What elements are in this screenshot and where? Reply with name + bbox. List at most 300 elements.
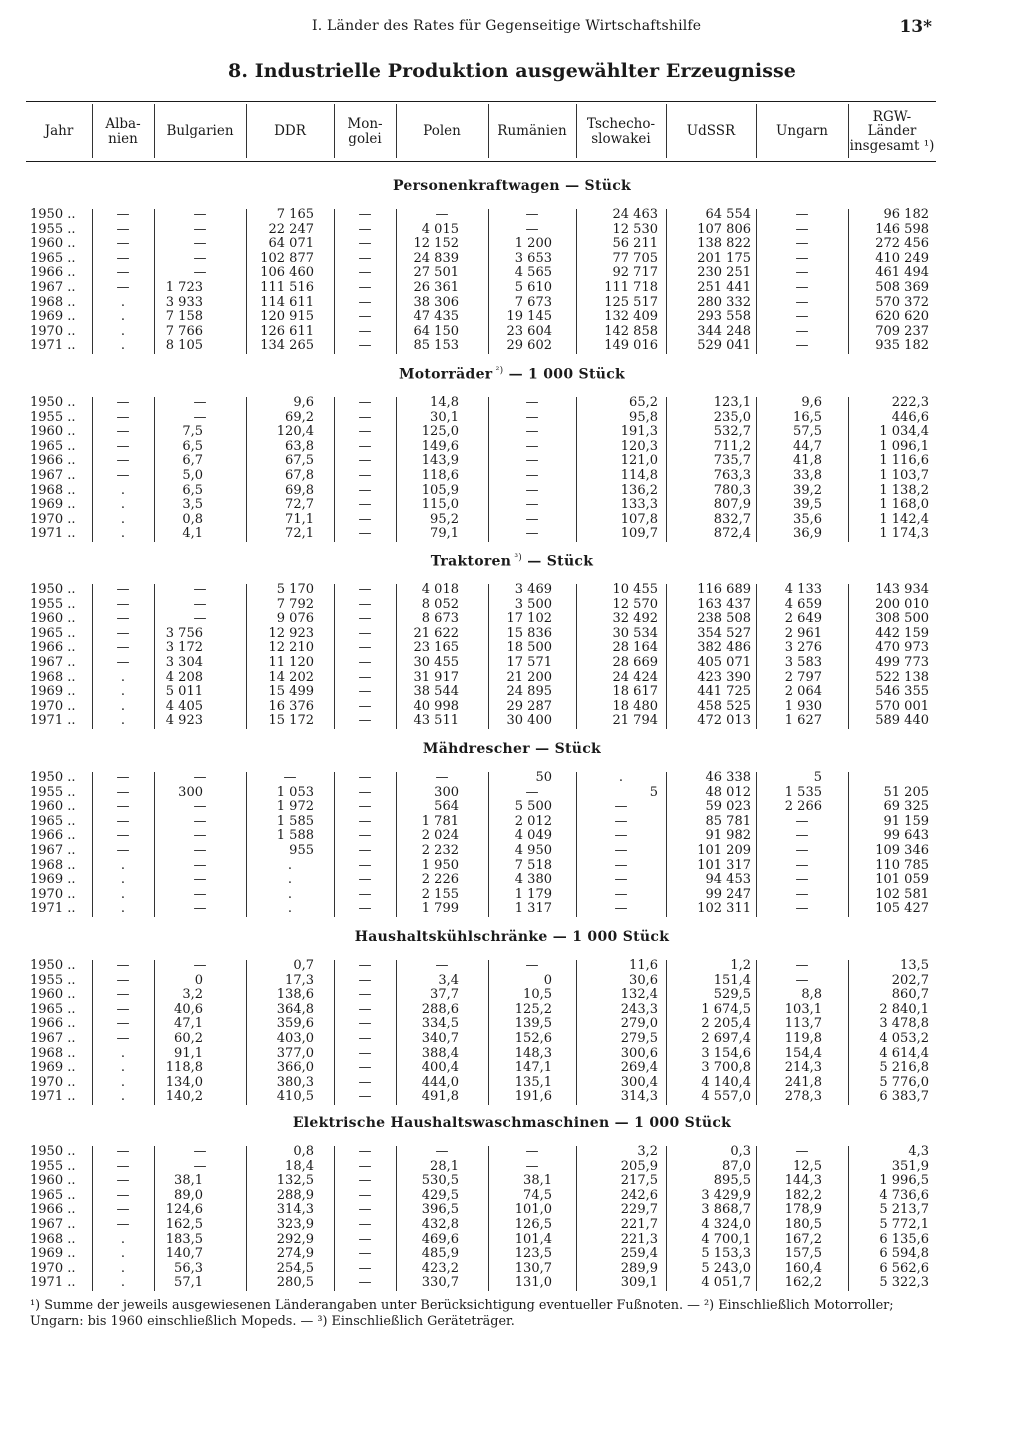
- value-cell: 152,6: [514, 1031, 552, 1046]
- value-cell: 485,9: [421, 1246, 459, 1262]
- value-cell: —: [358, 1074, 372, 1090]
- year-cell: 1955 ..: [30, 972, 76, 988]
- value-cell: —: [525, 409, 539, 425]
- value-cell: 109,7: [620, 526, 658, 542]
- value-cell: —: [358, 640, 372, 656]
- value-cell: 7 518: [514, 857, 552, 873]
- value-cell: 7,5: [182, 424, 203, 440]
- value-cell: 314,3: [276, 1202, 314, 1218]
- value-cell: 4,1: [182, 526, 203, 542]
- value-cell: —: [116, 1144, 130, 1159]
- column-header-line: Tschecho-: [586, 116, 656, 132]
- value-cell: —: [358, 857, 372, 873]
- value-cell: 589 440: [875, 713, 929, 729]
- section-title: [0, 553, 1024, 570]
- table-row: [0, 454, 1024, 468]
- value-cell: .: [120, 1275, 126, 1291]
- value-cell: —: [116, 596, 130, 612]
- value-cell: 7 792: [276, 596, 314, 612]
- value-cell: 205,9: [620, 1158, 658, 1174]
- value-cell: —: [358, 713, 372, 729]
- value-cell: —: [358, 784, 372, 800]
- value-cell: —: [795, 972, 809, 988]
- value-cell: 51 205: [883, 784, 929, 800]
- value-cell: 3,4: [438, 972, 459, 988]
- value-cell: 102 311: [697, 901, 751, 917]
- value-cell: 30,1: [430, 409, 459, 425]
- value-cell: —: [283, 770, 297, 785]
- value-cell: 3 700,8: [701, 1060, 751, 1076]
- value-cell: —: [358, 1016, 372, 1032]
- table-title: 8. Industrielle Produktion ausgewählter Erzeugnisse: [228, 60, 796, 82]
- value-cell: —: [358, 596, 372, 612]
- value-cell: 1 317: [514, 901, 552, 917]
- value-cell: 85 153: [413, 338, 459, 354]
- table-row: [0, 484, 1024, 498]
- value-cell: 5 153,3: [701, 1246, 751, 1262]
- value-cell: 5 610: [514, 280, 552, 295]
- value-cell: —: [193, 596, 207, 612]
- header-column-divider: [246, 104, 247, 158]
- value-cell: 59 023: [705, 799, 751, 815]
- value-cell: 24 895: [506, 684, 552, 700]
- table-row: [0, 656, 1024, 670]
- year-cell: 1950 ..: [30, 582, 76, 597]
- year-cell: 1970 ..: [30, 886, 76, 902]
- footnote-line: Ungarn: bis 1960 einschließlich Mopeds. — ³) Einschließlich Geräteträger.: [30, 1314, 515, 1329]
- value-cell: —: [358, 799, 372, 815]
- value-cell: —: [795, 843, 809, 858]
- year-cell: 1970 ..: [30, 698, 76, 714]
- value-cell: 44,7: [793, 438, 822, 454]
- value-cell: —: [358, 497, 372, 513]
- table-row: [0, 829, 1024, 843]
- value-cell: 4 614,4: [879, 1045, 929, 1061]
- value-cell: 109 346: [875, 843, 929, 858]
- value-cell: —: [795, 280, 809, 295]
- value-cell: .: [618, 770, 624, 785]
- value-cell: 131,0: [514, 1275, 552, 1291]
- table-row: [0, 844, 1024, 858]
- value-cell: 4 736,6: [879, 1187, 929, 1203]
- value-cell: 27 501: [413, 265, 459, 281]
- value-cell: 41,8: [793, 453, 822, 469]
- value-cell: —: [193, 611, 207, 627]
- column-header: [666, 103, 756, 160]
- value-cell: 38 544: [413, 684, 459, 700]
- value-cell: 167,2: [784, 1231, 822, 1247]
- value-cell: .: [120, 684, 126, 700]
- value-cell: 12 923: [268, 625, 314, 641]
- value-cell: 21 794: [612, 713, 658, 729]
- value-cell: 72,1: [285, 526, 314, 542]
- value-cell: 243,3: [620, 1001, 658, 1017]
- value-cell: 91 982: [705, 828, 751, 844]
- value-cell: 491,8: [421, 1089, 459, 1105]
- table-row: [0, 252, 1024, 266]
- section-name: Haushaltskühlschränke: [354, 929, 548, 945]
- value-cell: 14 202: [268, 669, 314, 685]
- year-cell: 1960 ..: [30, 611, 76, 627]
- value-cell: —: [193, 901, 207, 917]
- value-cell: —: [358, 250, 372, 266]
- value-cell: 4 133: [784, 582, 822, 597]
- year-cell: 1967 ..: [30, 843, 76, 858]
- value-cell: 23 604: [506, 323, 552, 339]
- value-cell: 94 453: [705, 872, 751, 888]
- value-cell: —: [193, 857, 207, 873]
- value-cell: 3 478,8: [879, 1016, 929, 1032]
- value-cell: 288,9: [276, 1187, 314, 1203]
- value-cell: 148,3: [514, 1045, 552, 1061]
- value-cell: —: [525, 453, 539, 469]
- year-cell: 1950 ..: [30, 770, 76, 785]
- value-cell: 9,6: [293, 395, 314, 410]
- value-cell: 162,5: [165, 1217, 203, 1232]
- value-cell: —: [795, 901, 809, 917]
- value-cell: 46 338: [705, 770, 751, 785]
- value-cell: 77 705: [612, 250, 658, 266]
- value-cell: —: [358, 611, 372, 627]
- value-cell: 17 102: [506, 611, 552, 627]
- value-cell: .: [120, 338, 126, 354]
- value-cell: 60,2: [174, 1031, 203, 1046]
- value-cell: 780,3: [713, 482, 751, 498]
- value-cell: —: [358, 395, 372, 410]
- value-cell: 28,1: [430, 1158, 459, 1174]
- value-cell: 235,0: [713, 409, 751, 425]
- value-cell: —: [116, 207, 130, 222]
- value-cell: 2 266: [784, 799, 822, 815]
- value-cell: 96 182: [883, 207, 929, 222]
- value-cell: 8 673: [421, 611, 459, 627]
- value-cell: —: [358, 323, 372, 339]
- column-header: [396, 103, 488, 160]
- value-cell: 0,7: [293, 958, 314, 973]
- value-cell: 1 103,7: [879, 468, 929, 483]
- value-cell: —: [358, 901, 372, 917]
- value-cell: 138,6: [276, 987, 314, 1003]
- value-cell: 22 247: [268, 221, 314, 237]
- year-cell: 1965 ..: [30, 1001, 76, 1017]
- value-cell: 28 669: [612, 655, 658, 670]
- section-name: Motorräder: [398, 366, 493, 383]
- value-cell: 138 822: [697, 236, 751, 252]
- year-cell: 1970 ..: [30, 323, 76, 339]
- value-cell: 314,3: [620, 1089, 658, 1105]
- value-cell: 410,5: [276, 1089, 314, 1105]
- value-cell: 125 517: [604, 294, 658, 310]
- value-cell: 63,8: [285, 438, 314, 454]
- value-cell: 147,1: [514, 1060, 552, 1076]
- value-cell: —: [116, 813, 130, 829]
- footnote-line: ¹) Summe der jeweils ausgewiesenen Länderangaben unter Berücksichtigung eventueller Fußnoten. — ²) Einschließlich Motorroller;: [30, 1298, 894, 1313]
- value-cell: 89,0: [174, 1187, 203, 1203]
- value-cell: 1 053: [276, 784, 314, 800]
- value-cell: —: [435, 207, 449, 222]
- value-cell: 69 325: [883, 799, 929, 815]
- value-cell: —: [358, 1060, 372, 1076]
- value-cell: 10,5: [523, 987, 552, 1003]
- value-cell: —: [614, 799, 628, 815]
- value-cell: 102 581: [875, 886, 929, 902]
- value-cell: 143,9: [421, 453, 459, 469]
- value-cell: 423 390: [697, 669, 751, 685]
- table-row: [0, 325, 1024, 339]
- value-cell: —: [193, 265, 207, 281]
- section-unit: — 1 000 Stück: [547, 929, 670, 945]
- value-cell: —: [358, 1231, 372, 1247]
- value-cell: —: [795, 236, 809, 252]
- value-cell: 1 179: [514, 886, 552, 902]
- value-cell: 334,5: [421, 1016, 459, 1032]
- value-cell: 366,0: [276, 1060, 314, 1076]
- value-cell: 470 973: [875, 640, 929, 656]
- value-cell: .: [120, 872, 126, 888]
- value-cell: —: [193, 799, 207, 815]
- value-cell: 38,1: [523, 1173, 552, 1189]
- value-cell: 2 012: [514, 813, 552, 829]
- column-header: [756, 103, 848, 160]
- year-cell: 1960 ..: [30, 987, 76, 1003]
- value-cell: 280,5: [276, 1275, 314, 1291]
- table-row: [0, 700, 1024, 714]
- value-cell: 3 304: [165, 655, 203, 670]
- value-cell: .: [120, 1060, 126, 1076]
- value-cell: 2 205,4: [701, 1016, 751, 1032]
- value-cell: 5 772,1: [879, 1217, 929, 1232]
- value-cell: 4 659: [784, 596, 822, 612]
- value-cell: .: [120, 1231, 126, 1247]
- value-cell: 64 554: [705, 207, 751, 222]
- value-cell: —: [358, 207, 372, 222]
- value-cell: —: [358, 265, 372, 281]
- table-row: [0, 1203, 1024, 1217]
- value-cell: 119,8: [784, 1031, 822, 1046]
- header-column-divider: [666, 104, 667, 158]
- value-cell: —: [525, 958, 539, 973]
- value-cell: 532,7: [713, 424, 751, 440]
- table-row: [0, 786, 1024, 800]
- section-title: [0, 366, 1024, 383]
- value-cell: 140,7: [165, 1246, 203, 1262]
- value-cell: 238 508: [697, 611, 751, 627]
- value-cell: 1 781: [421, 813, 459, 829]
- value-cell: 254,5: [276, 1260, 314, 1276]
- year-cell: 1960 ..: [30, 424, 76, 440]
- table-row: [0, 641, 1024, 655]
- value-cell: .: [120, 497, 126, 513]
- value-cell: —: [358, 526, 372, 542]
- value-cell: 529,5: [713, 987, 751, 1003]
- value-cell: 0: [194, 972, 203, 988]
- table-row: [0, 237, 1024, 251]
- value-cell: —: [795, 338, 809, 354]
- value-cell: 221,3: [620, 1231, 658, 1247]
- value-cell: 132,5: [276, 1173, 314, 1189]
- value-cell: .: [120, 857, 126, 873]
- value-cell: —: [193, 828, 207, 844]
- value-cell: .: [120, 511, 126, 527]
- value-cell: —: [358, 511, 372, 527]
- column-header-line: Jahr: [44, 123, 74, 140]
- table-row: [0, 714, 1024, 728]
- value-cell: —: [116, 1173, 130, 1189]
- value-cell: —: [525, 438, 539, 454]
- value-cell: 5 213,7: [879, 1202, 929, 1218]
- value-cell: 110 785: [875, 857, 929, 873]
- value-cell: .: [120, 698, 126, 714]
- year-cell: 1966 ..: [30, 453, 76, 469]
- value-cell: 28 164: [612, 640, 658, 656]
- value-cell: 135,1: [514, 1074, 552, 1090]
- table-row: [0, 1233, 1024, 1247]
- year-cell: 1960 ..: [30, 799, 76, 815]
- value-cell: 7 673: [514, 294, 552, 310]
- value-cell: 142 858: [604, 323, 658, 339]
- value-cell: 272 456: [875, 236, 929, 252]
- value-cell: —: [525, 497, 539, 513]
- value-cell: —: [116, 611, 130, 627]
- table-row: [0, 959, 1024, 973]
- value-cell: —: [116, 625, 130, 641]
- value-cell: 1 535: [784, 784, 822, 800]
- value-cell: 300: [434, 784, 459, 800]
- table-row: [0, 800, 1024, 814]
- value-cell: 91,1: [174, 1045, 203, 1061]
- value-cell: —: [525, 424, 539, 440]
- value-cell: 4 208: [165, 669, 203, 685]
- header-column-divider: [154, 104, 155, 158]
- value-cell: —: [614, 872, 628, 888]
- table-row: [0, 1090, 1024, 1104]
- value-cell: 1,2: [730, 958, 751, 973]
- value-cell: 5 170: [276, 582, 314, 597]
- table-row: [0, 281, 1024, 295]
- value-cell: —: [795, 309, 809, 325]
- value-cell: —: [795, 323, 809, 339]
- value-cell: 144,3: [784, 1173, 822, 1189]
- year-cell: 1950 ..: [30, 1144, 76, 1159]
- value-cell: 15 836: [506, 625, 552, 641]
- table-row: [0, 513, 1024, 527]
- value-cell: 163 437: [697, 596, 751, 612]
- page-number: 13*: [899, 17, 932, 37]
- value-cell: 134 265: [260, 338, 314, 354]
- year-cell: 1970 ..: [30, 1074, 76, 1090]
- value-cell: 461 494: [875, 265, 929, 281]
- value-cell: 67,5: [285, 453, 314, 469]
- value-cell: 72,7: [285, 497, 314, 513]
- value-cell: 74,5: [523, 1187, 552, 1203]
- value-cell: 9,6: [801, 395, 822, 410]
- value-cell: 1 138,2: [879, 482, 929, 498]
- value-cell: —: [358, 698, 372, 714]
- value-cell: 3,5: [182, 497, 203, 513]
- value-cell: 130,7: [514, 1260, 552, 1276]
- value-cell: 1 034,4: [879, 424, 929, 440]
- value-cell: —: [358, 1187, 372, 1203]
- value-cell: 5 011: [165, 684, 203, 700]
- value-cell: 400,4: [421, 1060, 459, 1076]
- value-cell: 146 598: [875, 221, 929, 237]
- value-cell: 895,5: [713, 1173, 751, 1189]
- value-cell: 124,6: [165, 1202, 203, 1218]
- value-cell: 29 287: [506, 698, 552, 714]
- value-cell: 10 455: [612, 582, 658, 597]
- year-cell: 1955 ..: [30, 784, 76, 800]
- value-cell: 2 697,4: [701, 1031, 751, 1046]
- value-cell: 1 950: [421, 857, 459, 873]
- value-cell: 30 455: [413, 655, 459, 670]
- value-cell: 24 424: [612, 669, 658, 685]
- year-cell: 1955 ..: [30, 409, 76, 425]
- value-cell: —: [358, 655, 372, 670]
- value-cell: .: [120, 482, 126, 498]
- value-cell: —: [358, 582, 372, 597]
- value-cell: 40 998: [413, 698, 459, 714]
- value-cell: —: [116, 395, 130, 410]
- value-cell: —: [358, 453, 372, 469]
- value-cell: 832,7: [713, 511, 751, 527]
- value-cell: —: [358, 424, 372, 440]
- value-cell: 529 041: [697, 338, 751, 354]
- value-cell: —: [795, 294, 809, 310]
- value-cell: —: [614, 886, 628, 902]
- value-cell: 570 001: [875, 698, 929, 714]
- value-cell: 1 799: [421, 901, 459, 917]
- value-cell: 230 251: [697, 265, 751, 281]
- value-cell: 2 649: [784, 611, 822, 627]
- value-cell: 278,3: [784, 1089, 822, 1105]
- year-cell: 1960 ..: [30, 236, 76, 252]
- value-cell: 259,4: [620, 1246, 658, 1262]
- value-cell: .: [120, 669, 126, 685]
- section-title: [0, 1115, 1024, 1131]
- value-cell: 201 175: [697, 250, 751, 266]
- value-cell: 105 427: [875, 901, 929, 917]
- value-cell: —: [116, 582, 130, 597]
- year-cell: 1966 ..: [30, 828, 76, 844]
- value-cell: 136,2: [620, 482, 658, 498]
- table-row: [0, 902, 1024, 916]
- value-cell: 29 602: [506, 338, 552, 354]
- value-cell: .: [120, 1246, 126, 1262]
- year-cell: 1971 ..: [30, 901, 76, 917]
- value-cell: 4 565: [514, 265, 552, 281]
- value-cell: 18 617: [612, 684, 658, 700]
- value-cell: 6,5: [182, 482, 203, 498]
- year-cell: 1969 ..: [30, 497, 76, 513]
- column-header-line: golei: [348, 130, 382, 147]
- table-row: [0, 988, 1024, 1002]
- value-cell: 182,2: [784, 1187, 822, 1203]
- value-cell: 39,2: [793, 482, 822, 498]
- value-cell: —: [358, 221, 372, 237]
- year-cell: 1965 ..: [30, 813, 76, 829]
- value-cell: —: [193, 813, 207, 829]
- value-cell: 269,4: [620, 1060, 658, 1076]
- value-cell: 872,4: [713, 526, 751, 542]
- value-cell: 3 469: [514, 582, 552, 597]
- value-cell: 111 718: [604, 280, 658, 295]
- value-cell: —: [525, 482, 539, 498]
- value-cell: 91 159: [883, 813, 929, 829]
- value-cell: 9 076: [276, 611, 314, 627]
- column-header: [576, 103, 666, 160]
- table-row: [0, 1017, 1024, 1031]
- value-cell: 6,7: [182, 453, 203, 469]
